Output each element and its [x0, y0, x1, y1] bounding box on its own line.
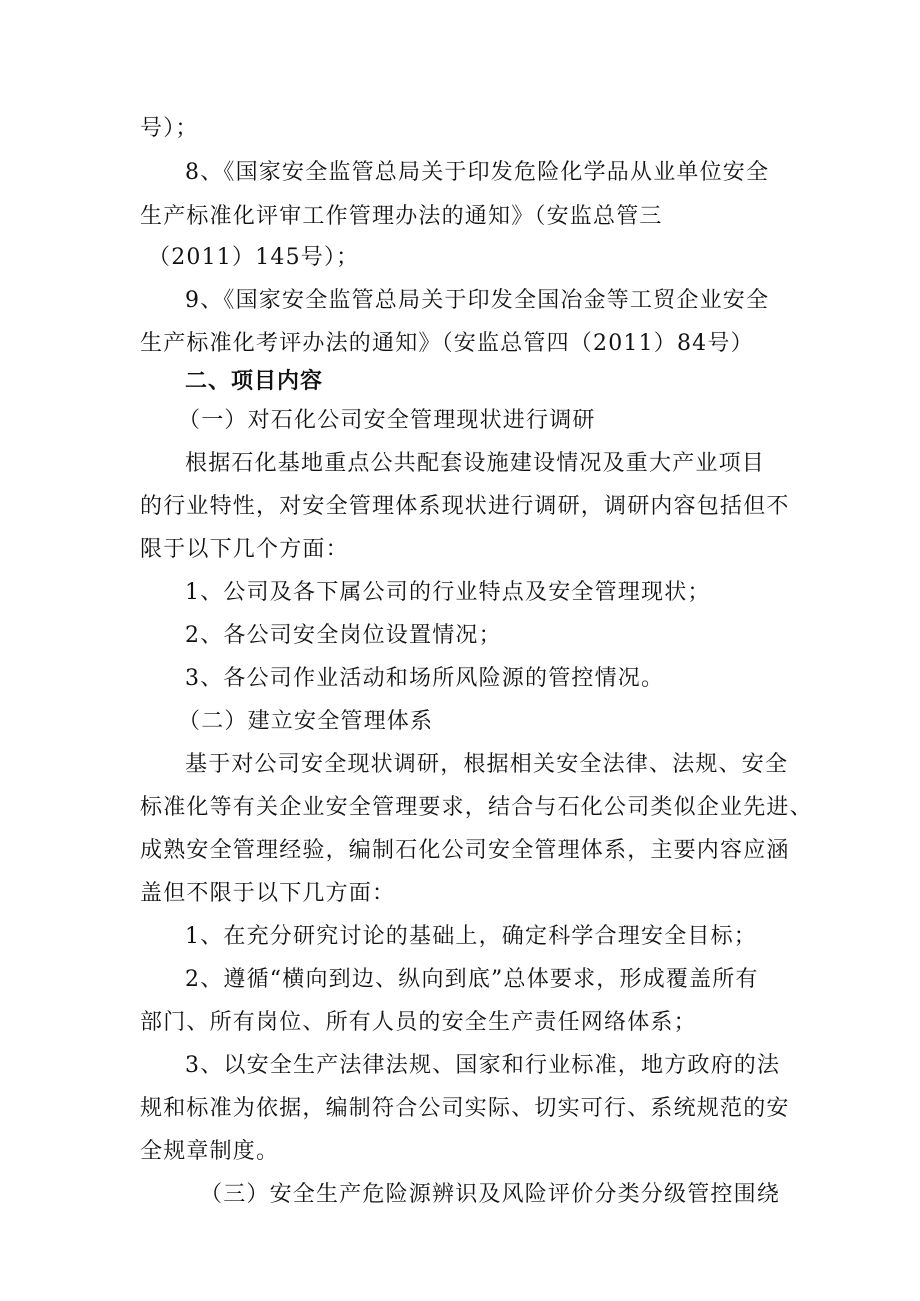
text-line: 9、《国家安全监管总局关于印发全国冶金等工贸企业安全	[185, 288, 770, 313]
subsection-heading: （二）建立安全管理体系	[178, 709, 434, 734]
text-line: 基于对公司安全现状调研，根据相关安全法律、法规、安全	[185, 752, 789, 777]
text-line: 部门、所有岗位、所有人员的安全生产责任网络体系；	[140, 1010, 697, 1035]
text-line: 限于以下几个方面：	[140, 537, 349, 562]
text-line: 规和标准为依据，编制符合公司实际、切实可行、系统规范的安	[140, 1096, 790, 1121]
text-line: 生产标准化评审工作管理办法的通知》（安监总管三	[140, 204, 663, 229]
text-line: 号）；	[140, 116, 199, 141]
text-line: 根据石化基地重点公共配套设施建设情况及重大产业项目	[185, 451, 766, 476]
subsection-heading: （一）对石化公司安全管理现状进行调研	[178, 408, 596, 433]
text-line: 2、遵循“横向到边、纵向到底”总体要求，形成覆盖所有	[185, 967, 759, 992]
text-line: 3、各公司作业活动和场所风险源的管控情况。	[185, 666, 665, 691]
text-line: 成熟安全管理经验，编制石化公司安全管理体系，主要内容应涵	[140, 838, 790, 863]
text-line: 生产标准化考评办法的通知》（安监总管四（2011）84号）	[140, 331, 754, 356]
text-line: 的行业特性，对安全管理体系现状进行调研，调研内容包括但不	[140, 494, 790, 519]
text-line: 2、各公司安全岗位设置情况；	[185, 623, 502, 648]
section-heading: 二、项目内容	[185, 369, 324, 394]
subsection-heading: （三）安全生产危险源辨识及风险评价分类分级管控围绕	[200, 1182, 781, 1207]
text-line: 3、以安全生产法律法规、国家和行业标准，地方政府的法	[185, 1053, 781, 1078]
text-line: （2011）145号）；	[148, 245, 360, 270]
text-line: 标准化等有关企业安全管理要求，结合与石化公司类似企业先进、	[140, 795, 813, 820]
text-line: 1、公司及各下属公司的行业特点及安全管理现状；	[185, 580, 711, 605]
text-line: 8、《国家安全监管总局关于印发危险化学品从业单位安全	[185, 160, 770, 185]
text-line: 1、在充分研究讨论的基础上，确定科学合理安全目标；	[185, 924, 757, 949]
text-line: 盖但不限于以下几方面：	[140, 881, 396, 906]
text-line: 全规章制度。	[140, 1139, 280, 1164]
